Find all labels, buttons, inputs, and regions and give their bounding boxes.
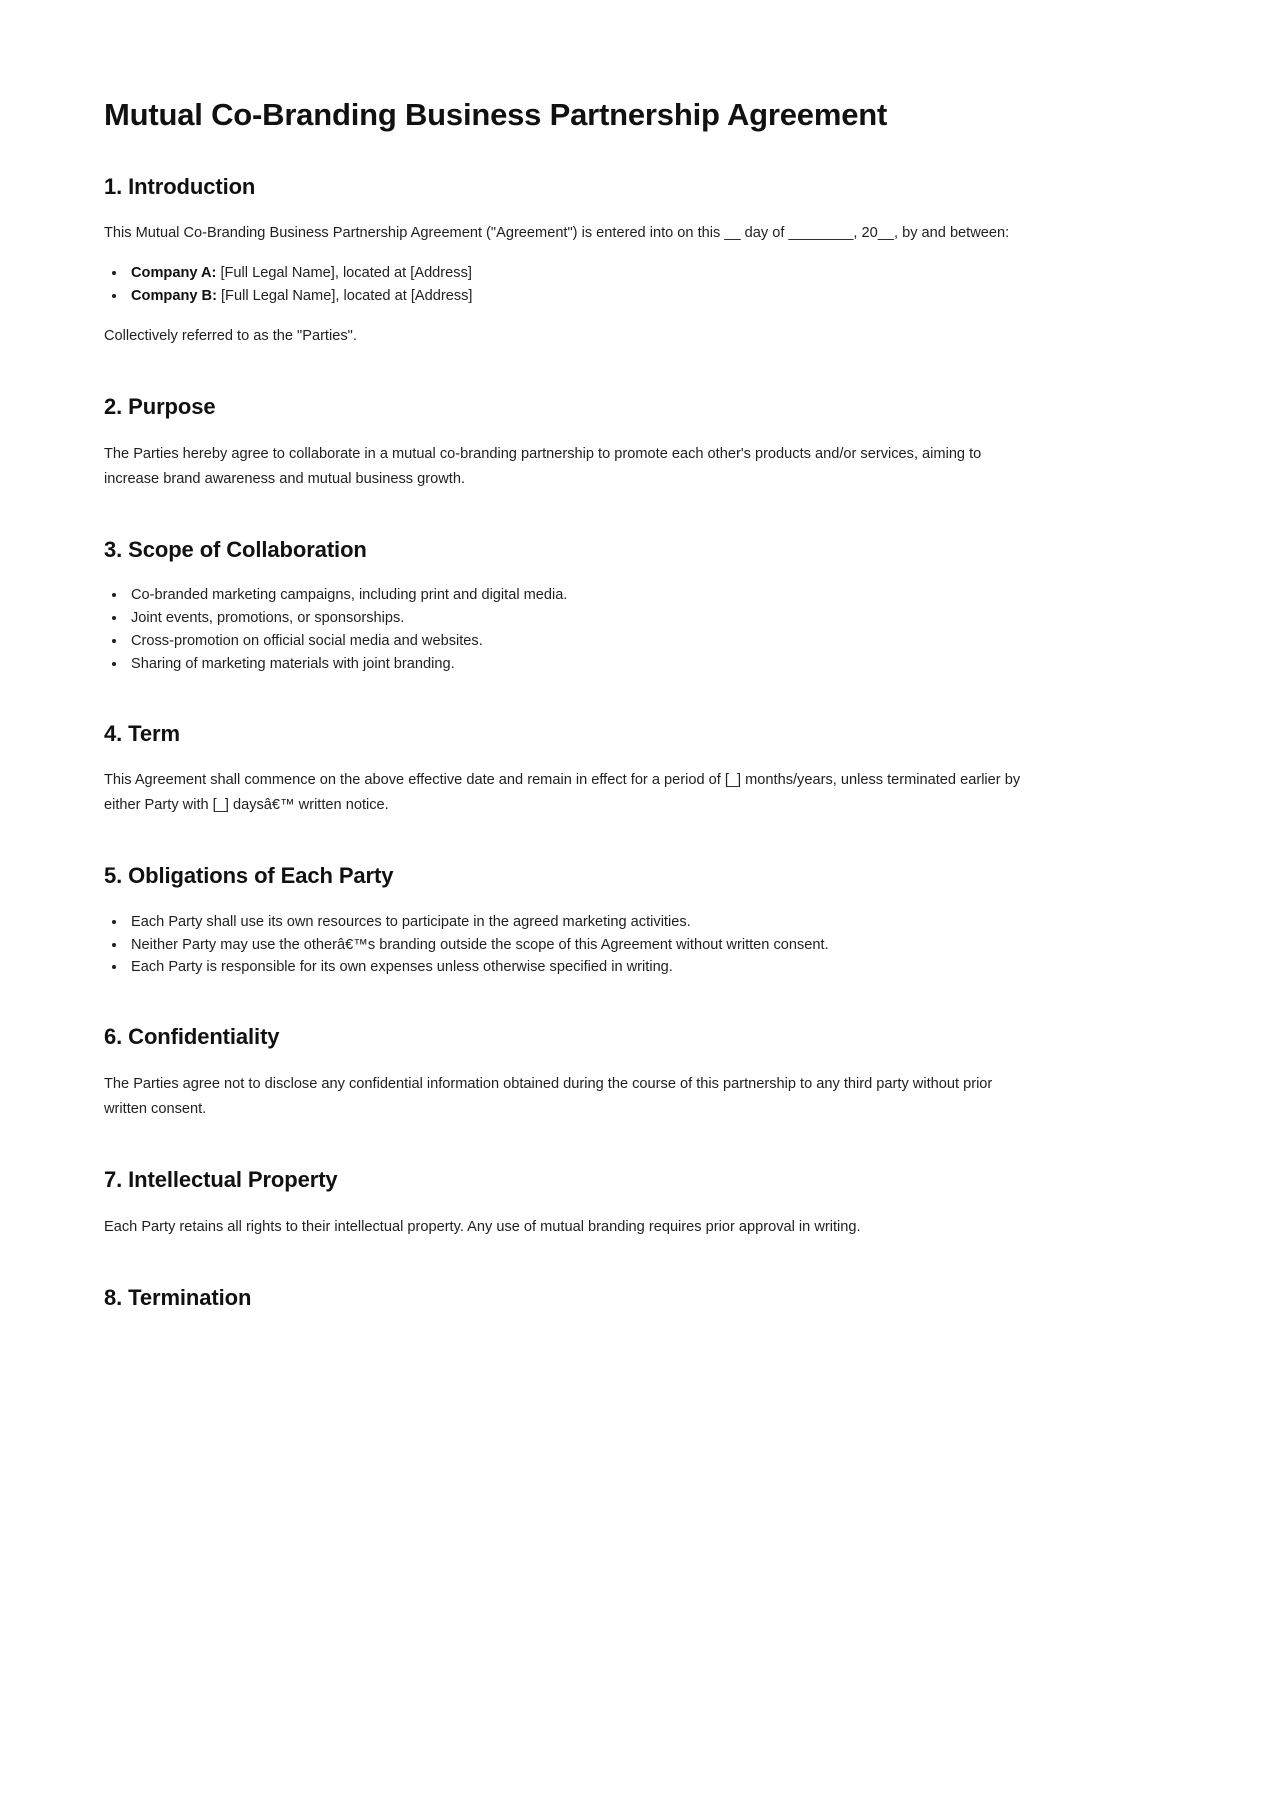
intellectual-property-paragraph: Each Party retains all rights to their intellectual property. Any use of mutual branding requires prior approval in writing. — [104, 1218, 861, 1235]
company-b-label: Company B: — [131, 288, 217, 305]
agreement-document — [104, 96, 1134, 1312]
list-item: • Neither Party may use the otherâ€™s branding outside the scope of this Agreement without written consent. — [127, 934, 1134, 957]
list-item: • Sharing of marketing materials with joint branding. — [127, 653, 1134, 676]
company-a-detail: [Full Legal Name], located at [Address] — [216, 265, 472, 282]
section-heading-purpose: 2. Purpose — [104, 394, 216, 420]
section-termination — [104, 1284, 1134, 1313]
list-item: • Each Party is responsible for its own expenses unless otherwise specified in writing. — [127, 956, 1134, 979]
list-item: • Co-branded marketing campaigns, including print and digital media. — [127, 584, 1134, 607]
section-scope-of-collaboration — [104, 536, 1134, 676]
scope-list — [104, 584, 1134, 675]
confidentiality-paragraph: The Parties agree not to disclose any confidential information obtained during the course of this partnership to any third party without prior written consent. — [104, 1075, 993, 1117]
list-item: • Cross-promotion on official social media and websites. — [127, 630, 1134, 653]
list-item — [127, 285, 1134, 308]
parties-closing-paragraph: Collectively referred to as the "Parties". — [104, 327, 357, 344]
parties-list — [104, 262, 1134, 308]
section-purpose — [104, 393, 1134, 492]
section-heading-obligations: 5. Obligations of Each Party — [104, 863, 394, 889]
list-item: • Joint events, promotions, or sponsorships. — [127, 607, 1134, 630]
section-heading-intellectual-property: 7. Intellectual Property — [104, 1166, 338, 1192]
obligations-list — [104, 911, 1134, 979]
company-a-label: Company A: — [131, 265, 217, 282]
section-heading-scope-of-collaboration: 3. Scope of Collaboration — [104, 536, 367, 562]
section-heading-confidentiality: 6. Confidentiality — [104, 1024, 280, 1050]
section-term — [104, 720, 1134, 819]
introduction-paragraph: This Mutual Co-Branding Business Partnership Agreement ("Agreement") is entered into on this __ day of ________, 20__, by and between: — [104, 225, 1010, 242]
purpose-paragraph: The Parties hereby agree to collaborate in a mutual co-branding partnership to promote each other's products and/or services, aiming to increase brand awareness and mutual business growth. — [104, 445, 982, 487]
page-title: Mutual Co-Branding Business Partnership Agreement — [104, 97, 888, 132]
section-introduction — [104, 173, 1134, 349]
company-b-detail: [Full Legal Name], located at [Address] — [216, 288, 473, 305]
section-obligations — [104, 862, 1134, 979]
section-heading-introduction: 1. Introduction — [104, 173, 256, 199]
section-confidentiality — [104, 1023, 1134, 1122]
section-heading-termination: 8. Termination — [104, 1284, 252, 1310]
list-item — [127, 262, 1134, 285]
section-heading-term: 4. Term — [104, 720, 180, 746]
term-paragraph: This Agreement shall commence on the above effective date and remain in effect for a period of [_] months/years, unless terminated earlier by either Party with [_] daysâ€™ written notice. — [104, 772, 1021, 814]
list-item: • Each Party shall use its own resources to participate in the agreed marketing activities. — [127, 911, 1134, 934]
section-intellectual-property — [104, 1166, 1134, 1240]
